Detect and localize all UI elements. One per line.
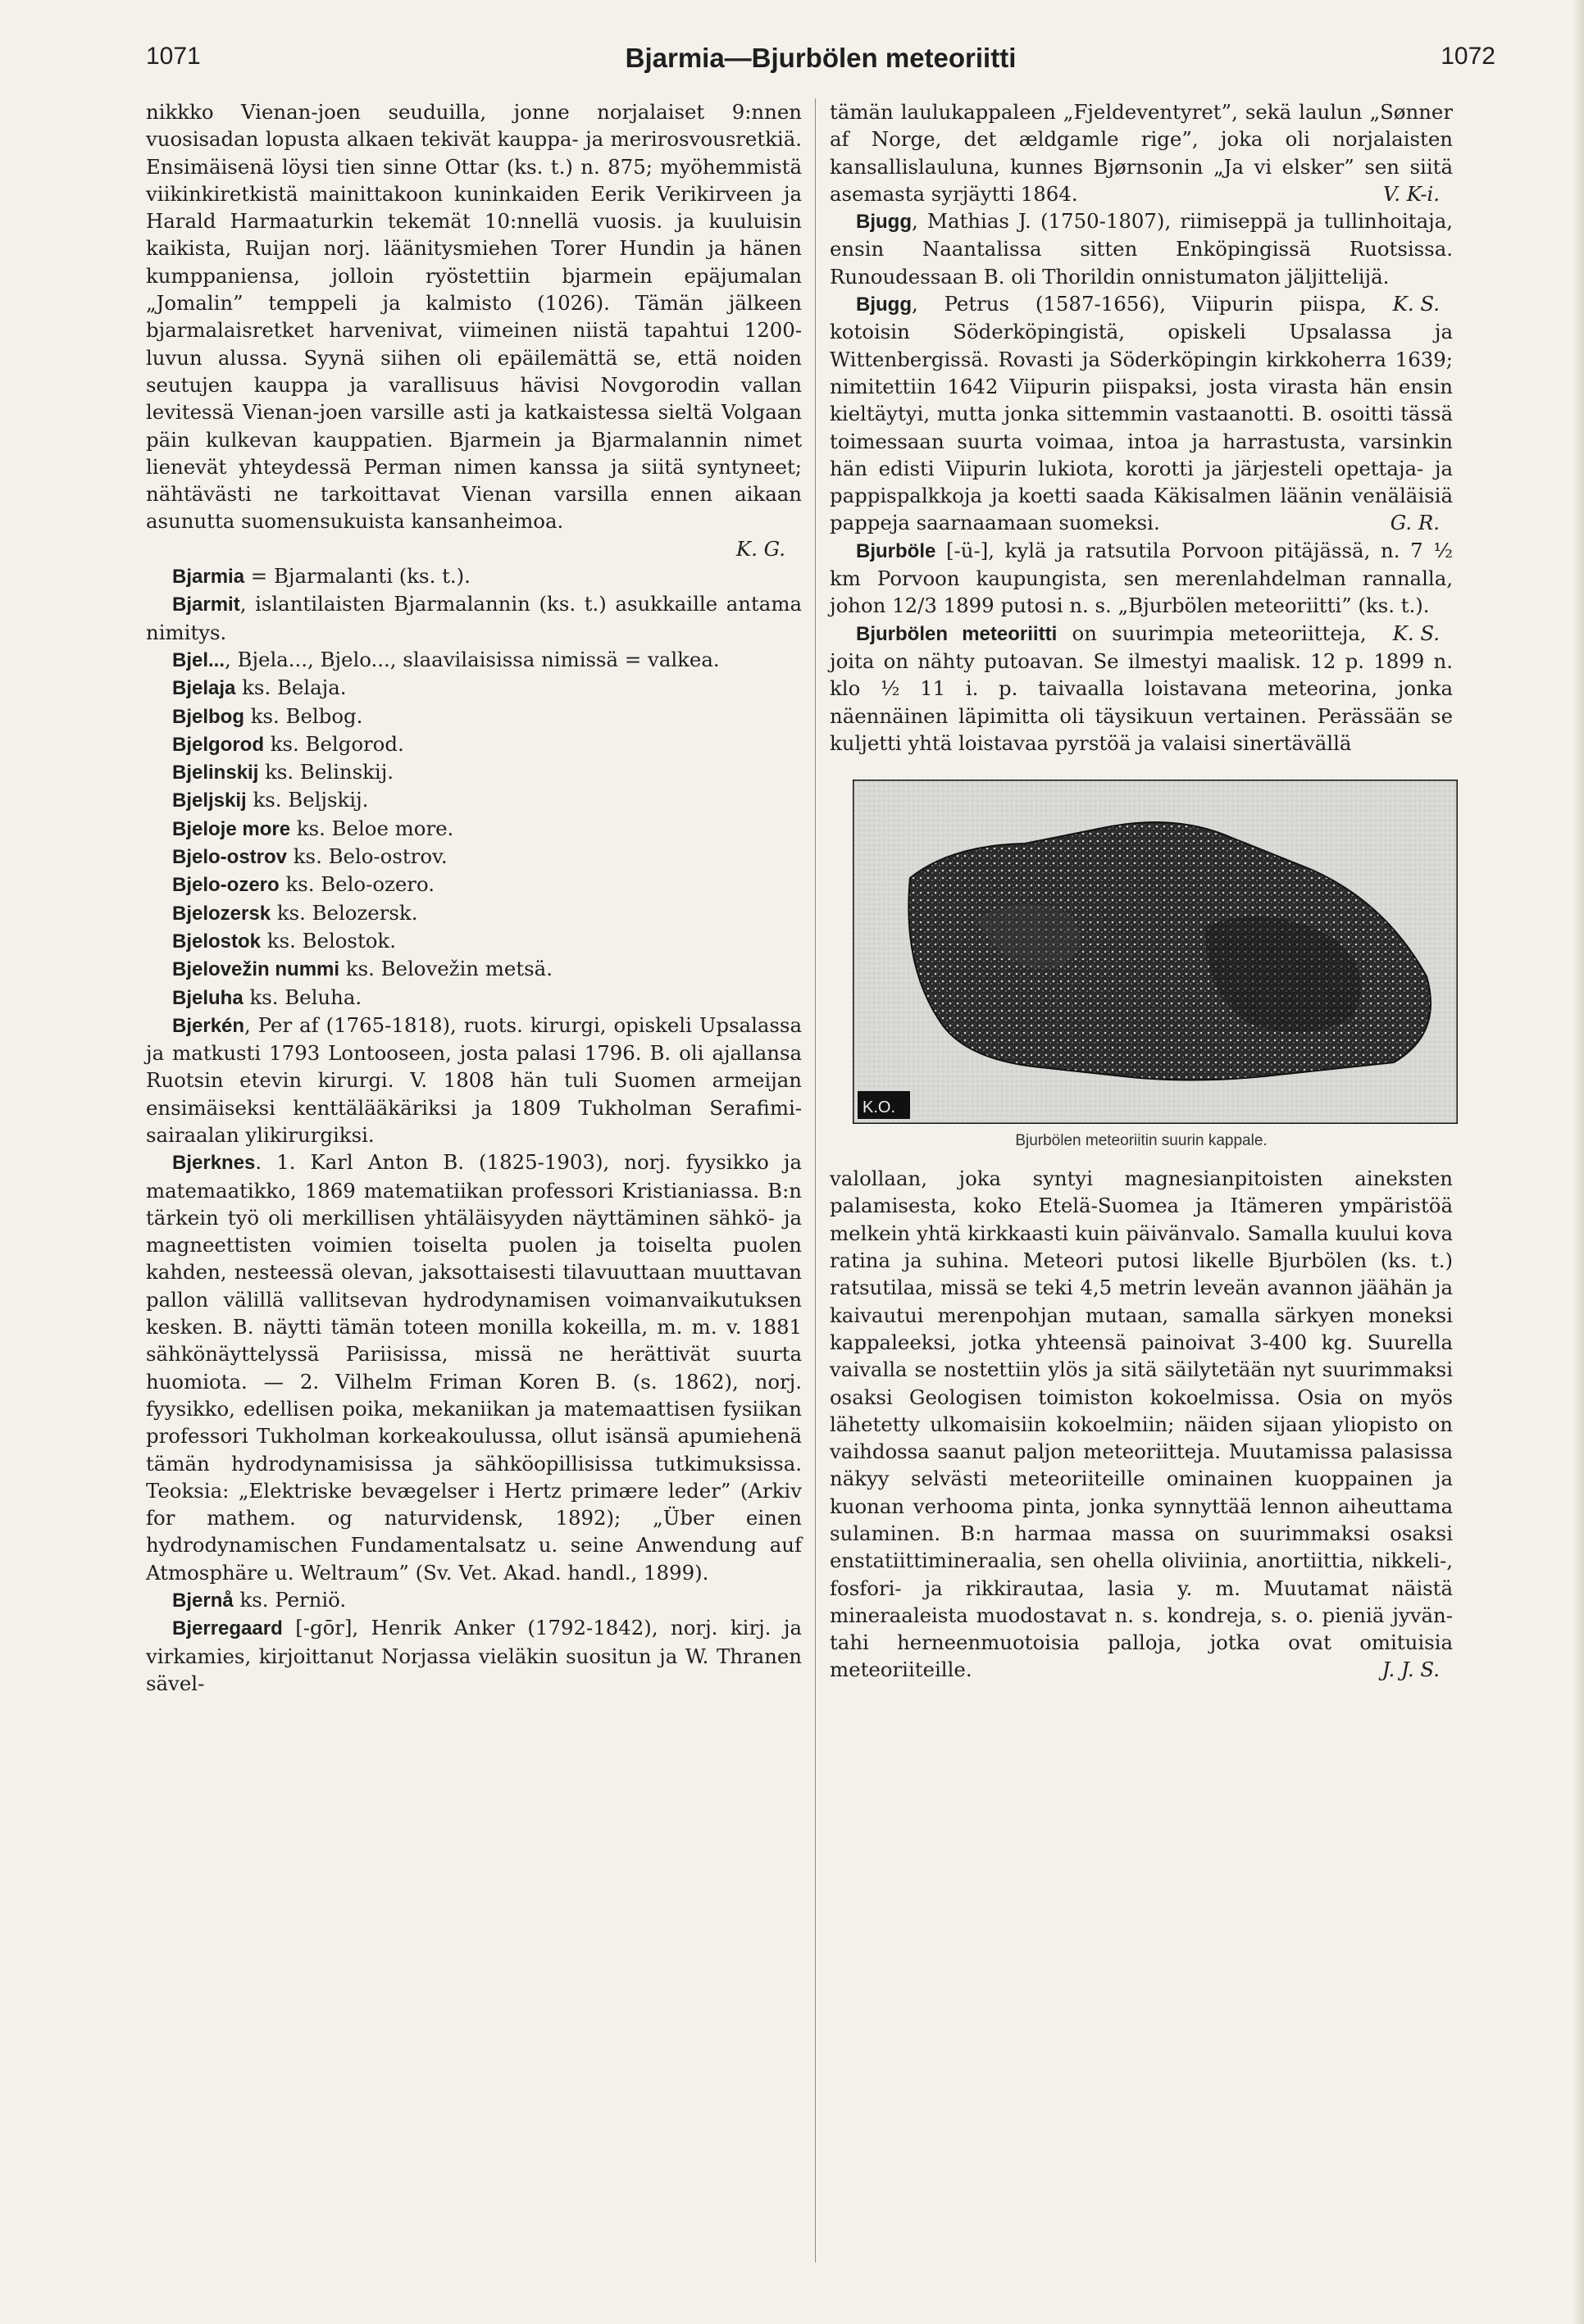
entry-ref [146, 815, 802, 843]
entry-headword: Bjerknes [172, 1152, 256, 1175]
entry-ref [146, 984, 802, 1012]
entry-text: , Petrus (1587-1656), Viipurin piispa, kotoisin Söderköpingistä, opiskeli Upsalassa ja Wittenbergissä. Rovasti ja Söderköpingin kirkkoherra 1639; nimitettiin 1642 Viipurin piispaksi, josta virasta hän ensin kieltäytyi, mutta jonka sittemmin vastaanotti. B. osoitti tässä toimessaan suurta voimaa, intoa ja harrastusta, varsinkin hän edisti Viipurin lukiota, korotti ja järjesteli opettaja- ja pappispalkkoja ja koetti saada Käkisalmen läänin venäläisiä pappeja saarnaamaan suomeksi. [830, 292, 1453, 535]
entry-headword: Bjelaja [172, 677, 236, 700]
entry-text: [-ü-], kylä ja ratsutila Porvoon pitäjässä, n. 7 ½ km Porvoon kaupungista, sen merenlahdelman rannalla, johon 12/3 1899 putosi n. s. „Bjurbölen meteoriitti” (ks. t.). [830, 538, 1453, 618]
page-edge-shadow [1573, 0, 1584, 2324]
entry-bjugg-petrus [830, 290, 1453, 537]
entry-text: on suurimpia meteoriitteja, joita on nähty putoavan. Se ilmestyi maalisk. 12 p. 1899 n. klo ½ 11 i. p. taivaalla loistavana meteorina, jonka näennäinen läpimitta oli täysikuun vertainen. Perässään se kuljetti yhtä loistavaa pyrstöä ja valaisi sinertävällä [830, 621, 1453, 755]
entry-text: ks. Belaja. [235, 675, 347, 700]
page-header [146, 43, 1495, 79]
entry-ref [146, 955, 802, 983]
entry-text: ks. Belinskij. [258, 760, 394, 785]
entry-ref [146, 730, 802, 758]
entry-text: . 1. Karl Anton B. (1825-1903), norj. fyysikko ja matemaatikko, 1869 matematiikan professori Kristianiassa. B:n tärkein työ oli merkillisen yhtäläisyyden näyttäminen sähkö- ja magneettisten voimien toiselta puolen ja toiselta puolen kahden, nesteessä olevan, jaksottaisesti tilavuuttaan muuttavan pallon välillä vallitsevan hydrodynamisen voimanvaikutuksen kesken. B. näytti tämän toteen monilla kokeilla, m. m. v. 1881 sähkönäyttelyssä Pariisissa, missä ne herättivät suurta huomiota. — 2. Vilhelm Friman Koren B. (s. 1862), norj. fyysikko, edellisen poika, mekaniikan ja matemaattisen fysiikan professori Tukholman korkeakoulussa, ollut isänsä apumiehenä tämän hydrodynamisissa ja sähköopillisissa tutkimuksissa. Teoksia: „Elektriske bevægelser i Hertz primære leder” (Arkiv for mathem. og naturvidensk, 1892); „Über einen hydrodynamischen Fundamentalsatz u. seine Anwendung auf Atmosphäre u. Weltraum” (Sv. Vet. Akad. handl., 1899). [146, 1150, 802, 1585]
author-signature: J. J. S. [1381, 1658, 1440, 1682]
entry-headword: Bjarmit [172, 594, 240, 616]
entry-bjarmia [146, 562, 802, 590]
entry-text: ks. Belovežin metsä. [339, 957, 553, 981]
bjerregaard-continuation [830, 98, 1453, 207]
author-signature: K. G. [735, 536, 785, 561]
entry-headword: Bjugg [856, 211, 912, 234]
right-column [830, 98, 1453, 1684]
entry-text: ks. Beluha. [243, 985, 362, 1009]
entry-bjurbole [830, 537, 1453, 645]
entry-bjerna [146, 1586, 802, 1614]
entry-headword: Bjelostok [172, 930, 262, 953]
entry-ref [146, 871, 802, 898]
entry-headword: Bjelo-ostrov [172, 846, 288, 869]
entry-headword: Bjeljskij [172, 789, 247, 812]
entry-headword: Bjelgorod [172, 733, 264, 756]
left-column [146, 98, 802, 1697]
entry-text: ks. Belo-ostrov. [287, 844, 448, 869]
entry-text: ks. Perniö. [233, 1588, 347, 1612]
entry-bjugg-mathias [830, 207, 1453, 316]
entry-ref [146, 674, 802, 702]
page-number-left: 1071 [146, 43, 201, 70]
entry-headword: Bjurbölen meteoriitti [856, 622, 1058, 645]
page-number-right: 1072 [1441, 43, 1495, 70]
entry-headword: Bjel... [172, 648, 225, 671]
author-signature: G. R. [1390, 511, 1440, 535]
entry-headword: Bjeloje more [172, 817, 291, 840]
paragraph-text: tämän laulukappaleen „Fjeldeventyret”, sekä laulun „Sønner af Norge, det ældgamle rige”, joka oli norjalaisten kansallislauluna, kunnes Bjørnsonin „Ja vi elsker” sen siitä asemasta syrjäytti 1864. [830, 100, 1453, 206]
entry-ref [146, 899, 802, 927]
entry-bjerregaard [146, 1614, 802, 1697]
entry-headword: Bjelo-ozero [172, 874, 280, 897]
bjarmia-continuation [146, 98, 802, 562]
author-signature: K. S. [1392, 621, 1440, 645]
entry-bjel [146, 646, 802, 674]
entry-text: , Per af (1765-1818), ruots. kirurgi, opiskeli Upsalassa ja matkusti 1793 Lontooseen, josta palasi 1796. B. oli ajallansa Ruotsin etevin kirurgi. V. 1808 hän tuli Suomen armeijan ensimäiseksi kenttälääkäriksi ja 1809 Tukholman Serafimi-sairaalan ylikirurgiksi. [146, 1012, 802, 1147]
paragraph-text: nikkko Vienan-joen seuduilla, jonne norjalaiset 9:nnen vuosisadan lopusta alkaen tekivät kauppa- ja merirosvousretkiä. Ensimäisenä löysi tien sinne Ottar (ks. t.) n. 875; myöhemmistä viikinkiretkistä mainittakoon kuninkaiden Eerik Verikirveen ja Harald Harmaaturkin tekemät 10:nnellä vuosis. ja kuuluisin kaikista, Ruijan norj. läänitysmiehen Torer Hundin ja hänen kumppaniensa, jolloin ryöstettiin bjarmein epäjumalan „Jomalin” temppeli ja kalmisto (1026). Tämän jälkeen bjarmalaisretket harvenivat, viimeinen niistä tapahtui 1200-luvun alussa. Syynä siihen oli epäilemättä se, että noiden seutujen kauppa ja varallisuus hävisi Novgorodin vallan levitessä Vienan-joen varsille asti ja katkaistessa sieltä Volgaan päin kulkevan kauppatien. Bjarmein ja Bjarmalannin nimet lienevät yhteydessä Perman nimen kanssa ja siitä syntyneet; nähtävästi ne tarkoittavat Vienan varsilla ennen aikaan asunutta suomensukuista kansanheimoa. [146, 100, 802, 534]
figure-caption: Bjurbölen meteoriitin suurin kappale. [1015, 1132, 1268, 1150]
entry-ref [146, 843, 802, 871]
entry-ref [146, 703, 802, 730]
entry-headword: Bjelozersk [172, 902, 271, 925]
entry-headword: Bjelovežin nummi [172, 958, 340, 981]
entry-bjurbolen-meteoriitti [830, 620, 1453, 757]
running-title: Bjarmia—Bjurbölen meteoriitti [625, 43, 1017, 73]
entry-text: ks. Belo-ozero. [279, 872, 435, 897]
entry-text: , Bjela..., Bjelo..., slaavilaisissa nimissä = valkea. [225, 647, 720, 671]
entry-headword: Bjugg [856, 293, 912, 316]
entry-bjerken [146, 1012, 802, 1148]
photo-credit-label: K.O. [863, 1098, 896, 1117]
meteoriitti-continuation [830, 1165, 1453, 1684]
entry-headword: Bjernå [172, 1590, 234, 1612]
meteorite-image [853, 780, 1458, 1124]
author-signature: V. K-i. [1382, 181, 1440, 206]
paragraph-text: valollaan, joka syntyi magnesianpitoisten aineksten palamisesta, koko Etelä-Suomea ja Itämeren ympäristöä melkein yhtä kirkkaasti kuin päivänvalo. Samalla kuului kova ratina ja suhina. Meteori putosi likelle Bjurbölen (ks. t.) ratsutilaa, missä se teki 4,5 metrin leveän avannon jäähän ja kaivautui merenpohjan mutaan, samalla särkyen moneksi kappaleeksi, jotka yhteensä painoivat 3-400 kg. Suurella vaivalla se nostettiin ylös ja sitä säilytetään nyt suurimmaksi osaksi Geologisen toimiston kokoelmissa. Osia on myös lähetetty ulkomaisiin kokoelmiin; näiden sijaan yliopisto on vaihdossa saanut paljon meteoriitteja. Muutamissa palasissa näkyy selvästi meteoriiteille ominainen kuoppainen ja kuonan verhooma pinta, jonka synnyttää lennon aiheuttama sulaminen. B:n harmaa massa on suurimmaksi osaksi enstatiittimineraalia, sen ohella oliviinia, anortiittia, nikkeli-, fosfori- ja rikkirautaa, lasia y. m. Muutamat näistä mineraaleista muodostavat n. s. kondreja, s. o. pieniä jyvän- tahi herneenmuotoisia palloja, jotka ovat omituisia meteoriiteille. [830, 1167, 1453, 1682]
entry-ref [146, 786, 802, 814]
entry-bjarmit [146, 590, 802, 646]
entry-text: ks. Beloe more. [290, 816, 454, 840]
entry-text: , Mathias J. (1750-1807), riimiseppä ja tullinhoitaja, ensin Naantalissa sitten Enköpingissä Ruotsissa. Runoudessaan B. oli Thorildin onnistumaton jäljittelijä. [830, 209, 1453, 289]
entry-ref [146, 927, 802, 955]
entry-text: ks. Belgorod. [264, 731, 404, 756]
entry-text: ks. Beljskij. [246, 788, 369, 812]
entry-bjerknes [146, 1148, 802, 1586]
entry-headword: Bjeluha [172, 986, 244, 1009]
entry-text: = Bjarmalanti (ks. t.). [244, 564, 471, 589]
entry-headword: Bjarmia [172, 566, 245, 589]
entry-text: ks. Belostok. [261, 928, 396, 953]
meteorite-photo [853, 780, 1458, 1124]
entry-headword: Bjelbog [172, 705, 244, 728]
entry-text: , islantilaisten Bjarmalannin (ks. t.) asukkaille antama nimitys. [146, 592, 802, 644]
entry-headword: Bjerkén [172, 1014, 245, 1037]
entry-headword: Bjerregaard [172, 1617, 283, 1640]
column-divider [815, 98, 816, 2263]
entry-headword: Bjelinskij [172, 762, 259, 785]
entry-ref [146, 758, 802, 786]
author-signature: K. S. [1392, 292, 1440, 316]
entry-text: ks. Belozersk. [271, 900, 418, 925]
entry-headword: Bjurböle [856, 539, 936, 562]
entry-text: ks. Belbog. [244, 703, 363, 728]
entry-text: [-gōr], Henrik Anker (1792-1842), norj. kirj. ja virkamies, kirjoittanut Norjassa vieläkin suositun ja W. Thranen sävel- [146, 1616, 802, 1695]
